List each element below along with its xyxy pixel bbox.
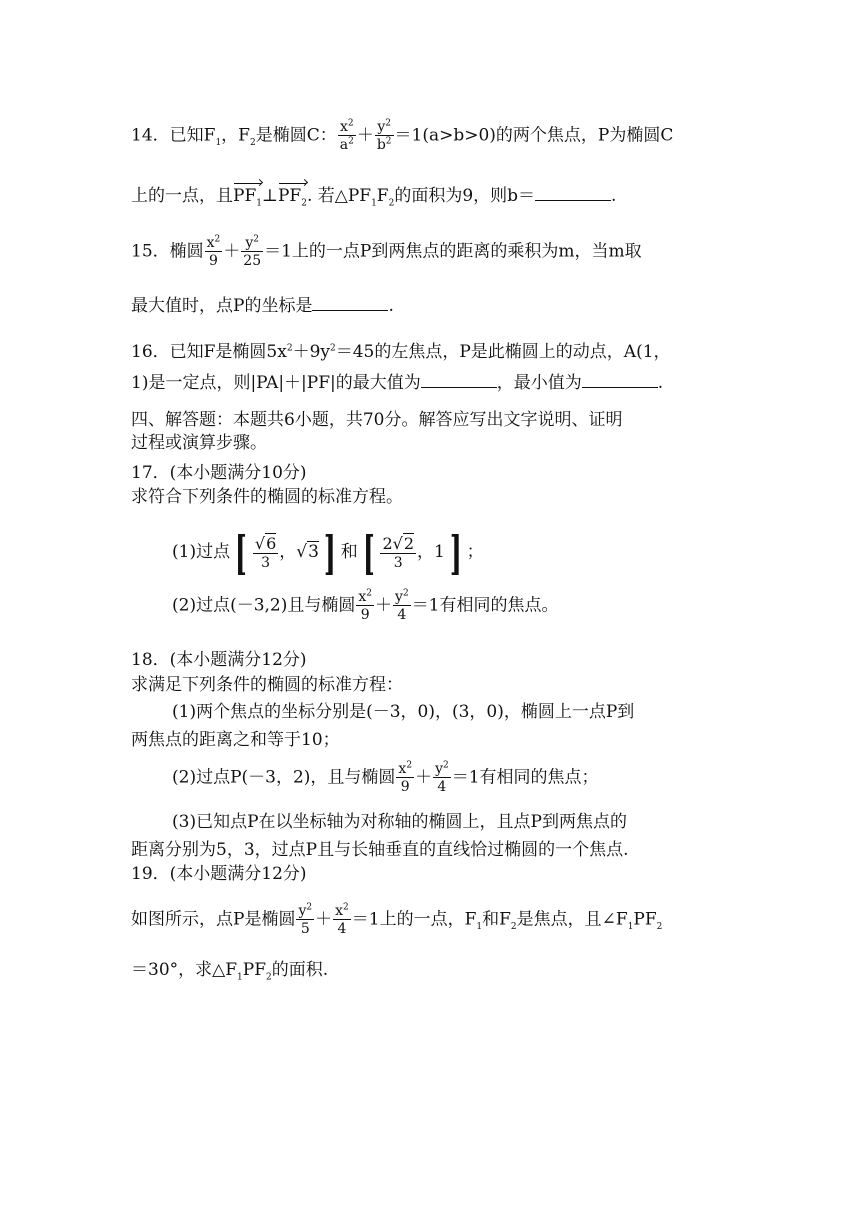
answer-blank[interactable]	[582, 373, 658, 388]
q18-header: 18．(本小题满分12分)	[131, 650, 307, 670]
q18-part-1-line-1: (1)两个焦点的坐标分别是(－3，0)，(3，0)，椭圆上一点P到	[172, 702, 635, 722]
q19-header: 19．(本小题满分12分)	[131, 864, 307, 884]
fraction: $\frac{y^2}{4}$	[435, 760, 449, 795]
fraction: $\frac{x^2}{9}$	[398, 760, 413, 795]
fraction: $\frac{x^2}{4}$	[335, 902, 349, 937]
q17-header: 17．(本小题满分10分)	[131, 463, 307, 483]
q14-line-1: 14．已知$F_1$，$F_2$是椭圆C： $\frac{x^2}{a^2}$ ＋ $\frac{y^2}{b^2}$ ＝1(a>b>0)的两个焦点，P为椭圆C	[131, 118, 674, 153]
q17-intro: 求符合下列条件的椭圆的标准方程。	[131, 487, 403, 507]
q18-part-2: (2)过点P(－3，2)，且与椭圆 $\frac{x^2}{9}$ ＋ $\frac{y^2}{4}$ ＝1有相同的焦点；	[172, 760, 599, 795]
left-bracket: [	[234, 525, 247, 580]
fraction: $\frac{y^2}{25}$	[243, 234, 262, 269]
q15-line-2: 最大值时，点P的坐标是 .	[131, 296, 394, 316]
answer-blank[interactable]	[312, 296, 388, 311]
answer-blank[interactable]	[421, 373, 497, 388]
vector-pf2: $PF_2$	[277, 186, 307, 209]
fraction: $\frac{√6}{3}$	[254, 533, 277, 571]
fraction: $\frac{y^2}{4}$	[395, 588, 409, 623]
q17-part-2: (2)过点(－3,2)且与椭圆 $\frac{x^2}{9}$ ＋ $\frac{y^2}{4}$ ＝1有相同的焦点。	[172, 588, 559, 623]
q15-line-1: 15．椭圆 $\frac{x^2}{9}$ ＋ $\frac{y^2}{25}$ ＝1上的一点P到两焦点的距离的乘积为m，当m取	[131, 234, 642, 269]
right-bracket: ]	[449, 525, 462, 580]
answer-blank[interactable]	[535, 186, 611, 201]
fraction: $\frac{2√2}{3}$	[382, 533, 415, 571]
q18-part-3-line-2: 距离分别为5，3，过点P且与长轴垂直的直线恰过椭圆的一个焦点.	[131, 840, 629, 860]
q16-line-1: 16．已知F是椭圆$5x^2+9y^2=45$的左焦点，P是此椭圆上的动点，A(1，	[131, 342, 671, 362]
q19-line-2: ＝30°，求$\triangle F_1PF_2$的面积.	[131, 960, 329, 983]
q14-line-2: 上的一点，且$PF_1\perp PF_2$. 若$\triangle PF_1F_2$的面积为9，则b＝ .	[131, 186, 617, 209]
left-bracket: [	[362, 525, 375, 580]
q19-line-1: 如图所示，点P是椭圆 $\frac{y^2}{5}$ ＋ $\frac{x^2}{4}$ ＝1上的一点，$F_1$和$F_2$是焦点，且$\angle F_1PF_2$	[131, 902, 663, 937]
fraction: $\frac{x^2}{9}$	[206, 234, 221, 269]
q18-part-3-line-1: (3)已知点P在以坐标轴为对称轴的椭圆上，且点P到两焦点的	[172, 812, 627, 832]
fraction: $\frac{y^2}{b^2}$	[376, 118, 392, 153]
fraction: $\frac{y^2}{5}$	[298, 902, 313, 937]
q18-part-1-line-2: 两焦点的距离之和等于10；	[131, 730, 340, 750]
section-heading-cont: 过程或演算步骤。	[131, 433, 267, 453]
q17-part-1: (1)过点 [ $\frac{√6}{3}$ ，√3 ] 和 [ $\frac{2√2}{3}$ ，1 ] ；	[172, 525, 484, 580]
vector-pf1: $PF_1$	[233, 186, 262, 209]
section-heading: 四、解答题：本题共6小题，共70分。解答应写出文字说明、证明	[131, 410, 623, 430]
fraction: $\frac{x^2}{a^2}$	[339, 118, 354, 153]
right-bracket: ]	[323, 525, 336, 580]
q16-line-2: 1)是一定点，则|PA|＋|PF|的最大值为 ，最小值为 .	[131, 373, 664, 393]
fraction: $\frac{x^2}{9}$	[358, 588, 373, 623]
q18-intro: 求满足下列条件的椭圆的标准方程：	[131, 675, 403, 695]
